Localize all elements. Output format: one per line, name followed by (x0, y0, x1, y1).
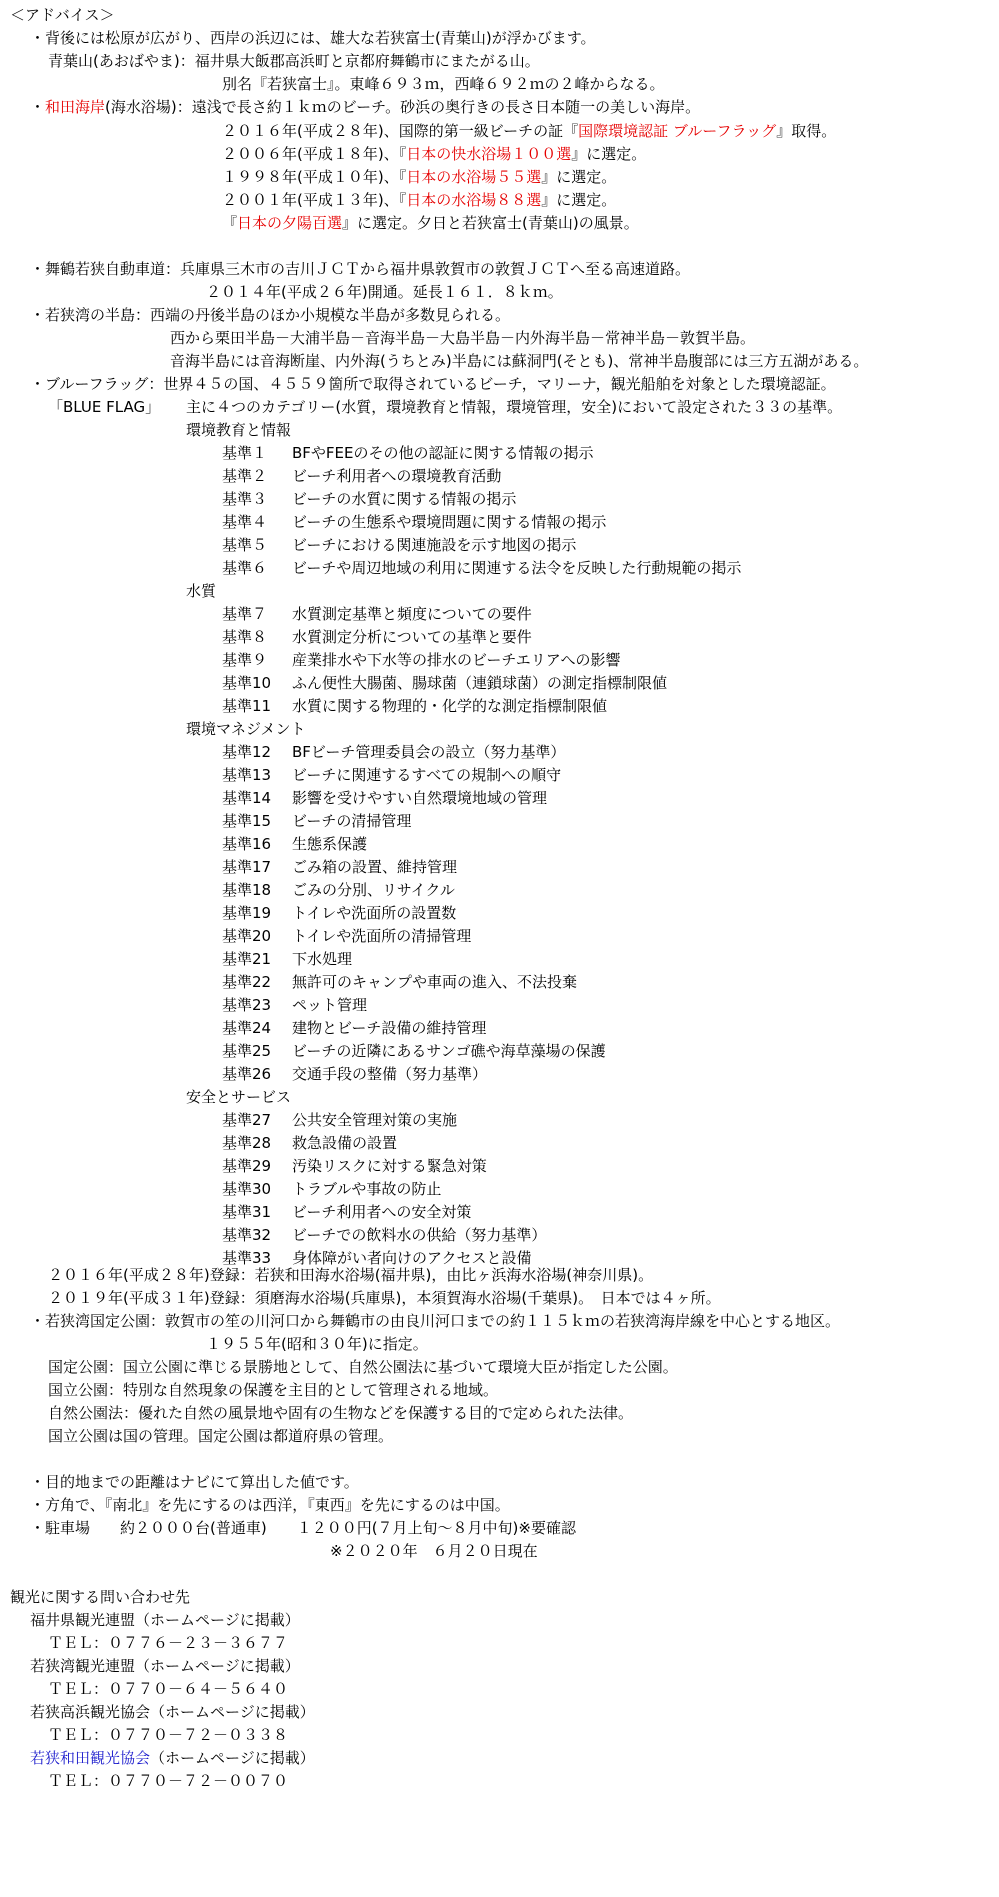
criterion-row (222, 469, 501, 484)
criterion-text: ビーチの清掃管理 (292, 812, 412, 830)
road-line-2: ２０１４年(平成２６年)開通。延長１６１．８ｋｍ。 (206, 283, 563, 301)
criterion-row (222, 768, 561, 783)
registration-2019: ２０１９年(平成３１年)登録：須磨海水浴場(兵庫県)，本須賀海水浴場(千葉県)。 日本では４ヶ所。 (48, 1289, 721, 1307)
criterion-text: 水質測定分析についての基準と要件 (292, 628, 532, 646)
criterion-row (222, 791, 547, 806)
criterion-text: 公共安全管理対策の実施 (292, 1111, 458, 1129)
criterion-text: BFビーチ管理委員会の設立（努力基準） (292, 743, 566, 761)
criterion-number: 基準４ (222, 513, 268, 531)
criteria-category-title: 環境マネジメント (186, 720, 306, 738)
contact-name: 若狭高浜観光協会 (30, 1703, 151, 1721)
criterion-row (222, 630, 532, 645)
criterion-row (222, 1228, 546, 1243)
criterion-row (222, 538, 576, 553)
peninsula-line-1: ・若狭湾の半島：西端の丹後半島のほか小規模な半島が多数見られる。 (30, 306, 511, 324)
wada-line-3 (222, 147, 646, 162)
criterion-number: 基準５ (222, 536, 268, 554)
criterion-row (222, 1251, 532, 1266)
criterion-row (222, 883, 455, 898)
quasi-park-line-1: ・若狭湾国定公園：敦賀市の笙の川河口から舞鶴市の由良川河口までの約１１５ｋｍの若狭湾海岸線を中心とする地区。 (30, 1312, 841, 1330)
criterion-number: 基準28 (222, 1134, 272, 1152)
contact-note: （ホームページに掲載） (135, 1657, 300, 1675)
criterion-number: 基準２ (222, 467, 268, 485)
criterion-row (222, 814, 411, 829)
note-direction: ・方角で、『南北』を先にするのは西洋，『東西』を先にするのは中国。 (30, 1496, 510, 1514)
criterion-number: 基準22 (222, 973, 272, 991)
kaisui-100-selection: 日本の快水浴場１００選 (406, 145, 572, 163)
blue-flag-certification: 国際環境認証 ブルーフラッグ (578, 122, 777, 140)
criterion-row (222, 1067, 487, 1082)
criteria-category-title: 安全とサービス (186, 1088, 292, 1106)
contact-name: 福井県観光連盟 (30, 1611, 136, 1629)
peninsula-line-2: 西から栗田半島－大浦半島－音海半島－大島半島－内外海半島－常神半島－敦賀半島。 (170, 329, 756, 347)
criterion-number: 基準７ (222, 605, 268, 623)
wada-line-2-pre: ２０１６年(平成２８年)、国際的第一級ビーチの証『 (222, 122, 579, 140)
bullet: ・ (30, 98, 46, 116)
road-line-1: ・舞鶴若狭自動車道：兵庫県三木市の吉川ＪＣＴから福井県敦賀市の敦賀ＪＣＴへ至る高速道路。 (30, 260, 691, 278)
criterion-row (222, 1021, 486, 1036)
criterion-text: ごみ箱の設置、維持管理 (292, 858, 458, 876)
criterion-number: 基準１ (222, 444, 268, 462)
criterion-number: 基準14 (222, 789, 272, 807)
criterion-text: ビーチ利用者への環境教育活動 (292, 467, 502, 485)
criterion-number: 基準３ (222, 490, 268, 508)
criterion-text: ビーチの水質に関する情報の掲示 (292, 490, 517, 508)
contact-note: （ホームページに掲載） (135, 1611, 300, 1629)
criterion-text: トラブルや事故の防止 (292, 1180, 442, 1198)
wada-line-3-post: 』に選定。 (571, 145, 647, 163)
contact-tel: ＴＥＬ：０７７０－６４－５６４０ (48, 1680, 289, 1698)
quasi-park-line-5: 自然公園法：優れた自然の風景地や固有の生物などを保護する目的で定められた法律。 (48, 1404, 634, 1422)
suiyokujo-88-selection: 日本の水浴場８８選 (406, 191, 542, 209)
criterion-text: ビーチや周辺地域の利用に関連する法令を反映した行動規範の掲示 (292, 559, 742, 577)
criterion-number: 基準13 (222, 766, 272, 784)
contact-note: （ホームページに掲載） (150, 1749, 315, 1767)
wada-line-6-post: 』に選定。夕日と若狭富士(青葉山)の風景。 (342, 214, 639, 232)
criterion-number: 基準30 (222, 1180, 272, 1198)
criterion-number: 基準15 (222, 812, 272, 830)
criterion-text: 影響を受けやすい自然環境地域の管理 (292, 789, 548, 807)
criterion-row (222, 1136, 397, 1151)
aoba-line-1: 青葉山(あおばやま)：福井県大飯郡高浜町と京都府舞鶴市にまたがる山。 (48, 52, 540, 70)
criterion-row (222, 1113, 457, 1128)
wada-line-5 (222, 193, 616, 208)
quasi-park-line-4: 国立公園：特別な自然現象の保護を主目的として管理される地域。 (48, 1381, 499, 1399)
criterion-number: 基準23 (222, 996, 272, 1014)
wada-line-4-post: 』に選定。 (541, 168, 617, 186)
blueflag-line-1: ・ブルーフラッグ：世界４５の国、４５５９箇所で取得されているビーチ，マリーナ，観光船舶を対象とした環境認証。 (30, 375, 836, 393)
criterion-row (222, 837, 367, 852)
wada-line-1 (30, 100, 700, 115)
criterion-row (222, 446, 594, 461)
wada-line-3-pre: ２００６年(平成１８年)、『 (222, 145, 407, 163)
criterion-row (222, 1205, 471, 1220)
wada-line-1-rest: (海水浴場)：遠浅で長さ約１ｋｍのビーチ。砂浜の奥行きの長さ日本随一の美しい海岸。 (105, 98, 701, 116)
criterion-number: 基準20 (222, 927, 272, 945)
criterion-number: 基準12 (222, 743, 272, 761)
criterion-text: 水質に関する物理的・化学的な測定指標制限値 (292, 697, 608, 715)
criterion-text: ビーチに関連するすべての規制への順守 (292, 766, 562, 784)
criterion-number: 基準９ (222, 651, 268, 669)
criterion-row (222, 653, 621, 668)
criterion-number: 基準８ (222, 628, 268, 646)
criterion-number: 基準32 (222, 1226, 272, 1244)
criterion-text: ペット管理 (292, 996, 368, 1014)
criterion-text: BFやFEEのその他の認証に関する情報の掲示 (292, 444, 594, 462)
criterion-number: 基準10 (222, 674, 272, 692)
criterion-row (222, 906, 456, 921)
criterion-number: 基準６ (222, 559, 268, 577)
criterion-text: 建物とビーチ設備の維持管理 (292, 1019, 487, 1037)
criterion-text: ビーチの近隣にあるサンゴ礁や海草藻場の保護 (292, 1042, 606, 1060)
contacts-title: 観光に関する問い合わせ先 (10, 1588, 191, 1606)
contact-name-row (30, 1659, 300, 1674)
peninsula-line-3: 音海半島には音海断崖、内外海(うちとみ)半島には蘇洞門(そとも)、常神半島腹部には三方五湖がある。 (170, 352, 869, 370)
criterion-text: 交通手段の整備（努力基準） (292, 1065, 488, 1083)
criterion-number: 基準21 (222, 950, 272, 968)
contact-note: （ホームページに掲載） (150, 1703, 315, 1721)
criterion-row (222, 952, 352, 967)
contact-tel: ＴＥＬ：０７７０－７２－０３３８ (48, 1726, 289, 1744)
aoba-line-2: 別名『若狭富士』。東峰６９３ｍ，西峰６９２ｍの２峰からなる。 (222, 75, 665, 93)
criterion-text: 生態系保護 (292, 835, 368, 853)
criterion-text: 水質測定基準と頻度についての要件 (292, 605, 532, 623)
criterion-number: 基準25 (222, 1042, 272, 1060)
quasi-park-line-3: 国定公園：国立公園に準じる景勝地として、自然公園法に基づいて環境大臣が指定した公園。 (48, 1358, 678, 1376)
criterion-text: 汚染リスクに対する緊急対策 (292, 1157, 487, 1175)
criterion-text: 無許可のキャンプや車両の進入、不法投棄 (292, 973, 578, 991)
criterion-number: 基準16 (222, 835, 272, 853)
criterion-number: 基準24 (222, 1019, 272, 1037)
criterion-row (222, 676, 667, 691)
criterion-text: トイレや洗面所の清掃管理 (292, 927, 472, 945)
criterion-row (222, 699, 607, 714)
criterion-text: トイレや洗面所の設置数 (292, 904, 457, 922)
contact-tel: ＴＥＬ：０７７６－２３－３６７７ (48, 1634, 289, 1652)
wada-line-5-pre: ２００１年(平成１３年)、『 (222, 191, 407, 209)
note-distance: ・目的地までの距離はナビにて算出した値です。 (30, 1473, 359, 1491)
intro-line: ・背後には松原が広がり、西岸の浜辺には、雄大な若狭富士(青葉山)が浮かびます。 (30, 29, 596, 47)
contact-name: 若狭湾観光連盟 (30, 1657, 136, 1675)
criterion-number: 基準19 (222, 904, 272, 922)
quasi-park-line-6: 国立公園は国の管理。国定公園は都道府県の管理。 (48, 1427, 394, 1445)
criterion-text: ふん便性大腸菌、腸球菌（連鎖球菌）の測定指標制限値 (292, 674, 668, 692)
wada-line-2-post: 』取得。 (776, 122, 837, 140)
contact-name-row (30, 1705, 315, 1720)
blueflag-label: 「BLUE FLAG」 (48, 398, 161, 416)
criterion-number: 基準27 (222, 1111, 272, 1129)
criterion-text: 身体障がい者向けのアクセスと設備 (292, 1249, 532, 1267)
contact-name-row (30, 1751, 315, 1766)
criterion-text: ビーチでの飲料水の供給（努力基準） (292, 1226, 547, 1244)
registration-2016: ２０１６年(平成２８年)登録：若狭和田海水浴場(福井県)，由比ヶ浜海水浴場(神奈川県)。 (48, 1266, 654, 1284)
wada-line-6-pre: 『 (222, 214, 238, 232)
wada-beach-name: 和田海岸 (45, 98, 106, 116)
criterion-number: 基準17 (222, 858, 272, 876)
blueflag-line-2: 主に４つのカテゴリー(水質，環境教育と情報，環境管理，安全)において設定された３３の基準。 (186, 398, 843, 416)
criterion-row (222, 745, 565, 760)
wada-line-6 (222, 216, 639, 231)
wakasa-wada-kanko-link[interactable]: 若狭和田観光協会 (30, 1749, 151, 1767)
criterion-row (222, 1044, 606, 1059)
criterion-text: ビーチの生態系や環境問題に関する情報の掲示 (292, 513, 607, 531)
note-date: ※２０２０年 ６月２０日現在 (330, 1542, 538, 1560)
wada-line-4 (222, 170, 616, 185)
criterion-row (222, 975, 577, 990)
suiyokujo-55-selection: 日本の水浴場５５選 (406, 168, 542, 186)
criterion-number: 基準11 (222, 697, 272, 715)
criterion-row (222, 929, 471, 944)
criterion-row (222, 1159, 487, 1174)
yuhi-100-selection: 日本の夕陽百選 (237, 214, 343, 232)
criterion-row (222, 561, 741, 576)
criteria-category-title: 水質 (186, 582, 217, 600)
note-parking: ・駐車場 約２０００台(普通車) １２００円(７月上旬～８月中旬)※要確認 (30, 1519, 576, 1537)
criterion-row (222, 515, 606, 530)
wada-line-2 (222, 124, 836, 139)
quasi-park-line-2: １９５５年(昭和３０年)に指定。 (206, 1335, 428, 1353)
criterion-text: 産業排水や下水等の排水のビーチエリアへの影響 (292, 651, 621, 669)
criterion-row (222, 1182, 441, 1197)
criterion-number: 基準26 (222, 1065, 272, 1083)
criterion-text: ごみの分別、リサイクル (292, 881, 455, 899)
criteria-category-title: 環境教育と情報 (186, 421, 292, 439)
wada-line-5-post: 』に選定。 (541, 191, 617, 209)
criterion-number: 基準31 (222, 1203, 272, 1221)
criterion-text: ビーチ利用者への安全対策 (292, 1203, 472, 1221)
criterion-text: ビーチにおける関連施設を示す地図の掲示 (292, 536, 577, 554)
criterion-text: 下水処理 (292, 950, 353, 968)
contact-tel: ＴＥＬ：０７７０－７２－００７０ (48, 1772, 289, 1790)
criterion-row (222, 492, 516, 507)
criterion-row (222, 860, 457, 875)
criterion-row (222, 607, 532, 622)
advice-heading: ＜アドバイス＞ (10, 6, 115, 24)
criterion-number: 基準29 (222, 1157, 272, 1175)
criterion-row (222, 998, 367, 1013)
criterion-number: 基準18 (222, 881, 272, 899)
wada-line-4-pre: １９９８年(平成１０年)、『 (222, 168, 407, 186)
criterion-text: 救急設備の設置 (292, 1134, 398, 1152)
criterion-number: 基準33 (222, 1249, 272, 1267)
contact-name-row (30, 1613, 300, 1628)
